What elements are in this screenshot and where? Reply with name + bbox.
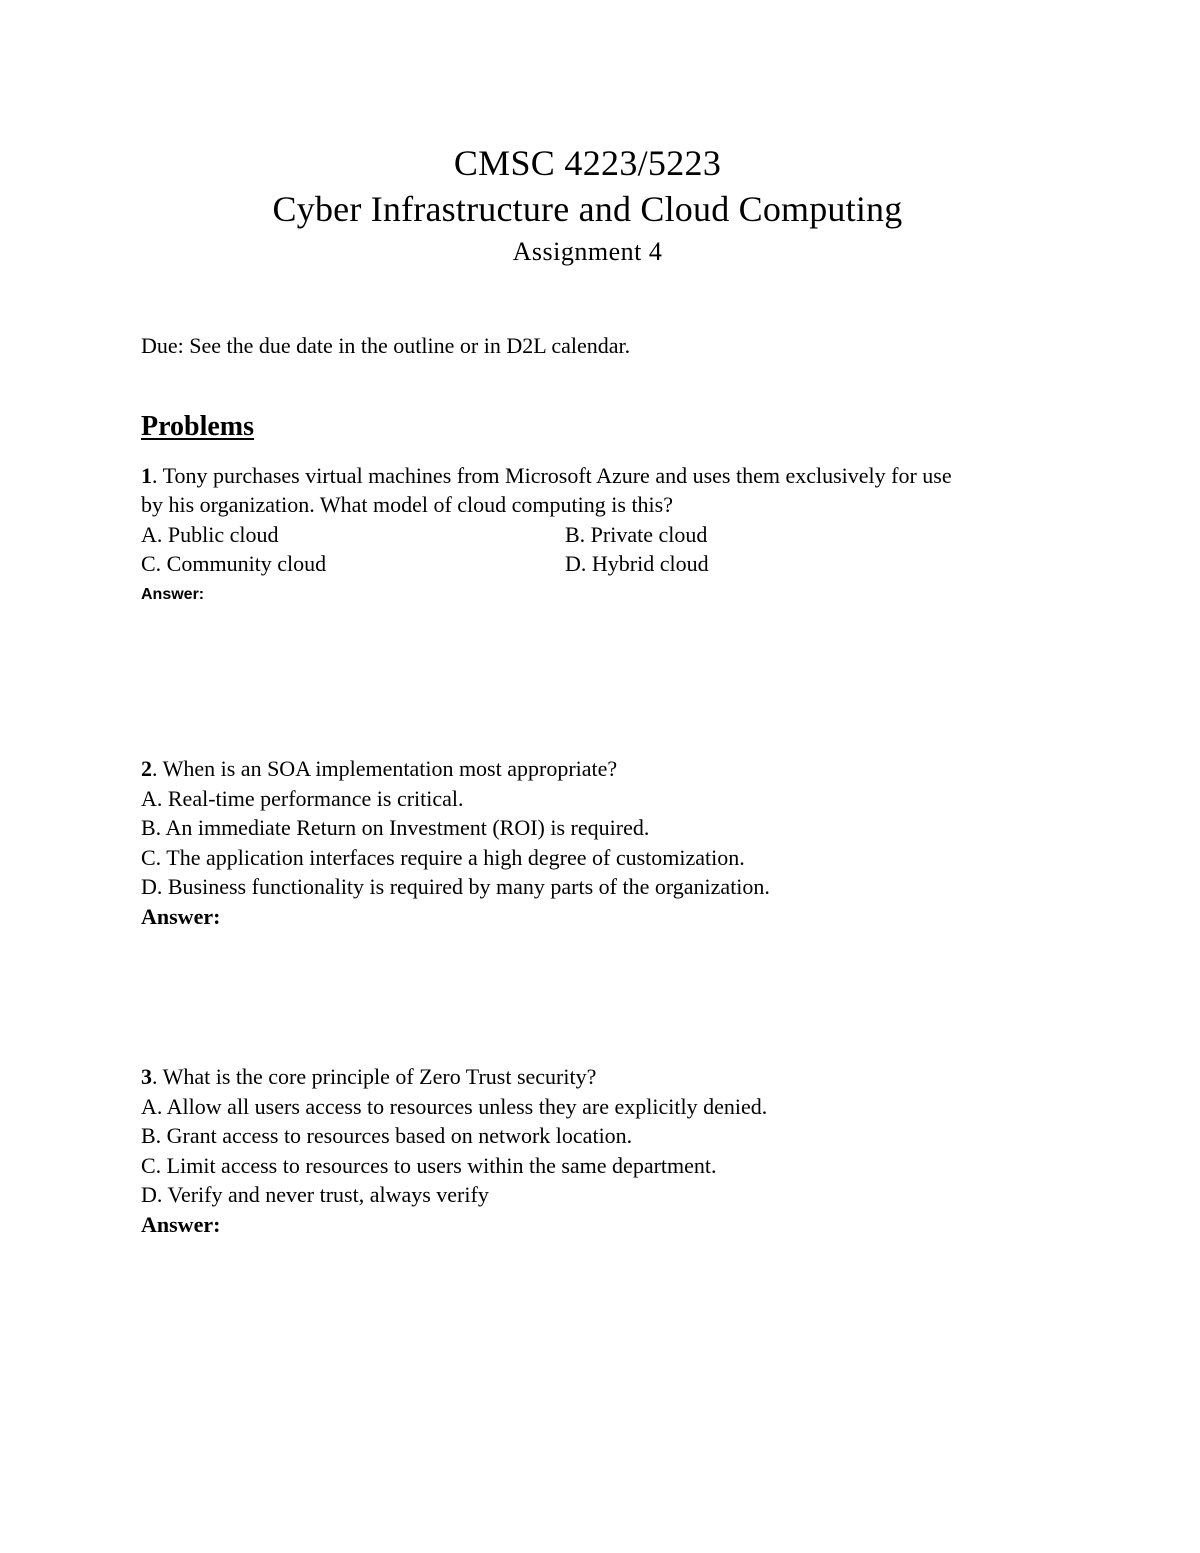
question-2-option-d: D. Business functionality is required by many parts of the organization. — [141, 874, 770, 899]
question-2-option-c: C. The application interfaces require a high degree of customization. — [141, 845, 745, 870]
question-1-option-b: B. Private cloud — [565, 522, 708, 547]
question-1-answer-label: Answer: — [141, 586, 205, 603]
problems-heading: Problems — [141, 411, 255, 442]
question-1-option-a: A. Public cloud — [141, 522, 279, 547]
question-3-answer-label: Answer: — [141, 1212, 221, 1237]
course-code: CMSC 4223/5223 — [453, 143, 722, 183]
question-1-line-1 — [141, 461, 952, 490]
question-3-option-a: A. Allow all users access to resources unless they are explicitly denied. — [141, 1094, 768, 1119]
due-date-text: Due: See the due date in the outline or in D2L calendar. — [141, 333, 631, 358]
question-1-text: . Tony purchases virtual machines from Microsoft Azure and uses them exclusively for use — [152, 463, 952, 488]
question-1-text-line-2: by his organization. What model of cloud computing is this? — [141, 492, 673, 517]
question-1-number: 1 — [141, 463, 152, 488]
question-3-line-1 — [141, 1062, 596, 1091]
question-3-option-d: D. Verify and never trust, always verify — [141, 1182, 489, 1207]
question-1-option-c: C. Community cloud — [141, 551, 327, 576]
title-block — [0, 140, 1175, 270]
question-2-option-b: B. An immediate Return on Investment (ROI) is required. — [141, 815, 650, 840]
question-2-option-a: A. Real-time performance is critical. — [141, 786, 464, 811]
question-2-answer-label: Answer: — [141, 904, 221, 929]
question-2-number: 2 — [141, 756, 152, 781]
question-1-option-d: D. Hybrid cloud — [565, 551, 709, 576]
course-title: Cyber Infrastructure and Cloud Computing — [272, 189, 903, 229]
question-3-option-b: B. Grant access to resources based on network location. — [141, 1123, 633, 1148]
question-2-text: . When is an SOA implementation most appropriate? — [152, 756, 618, 781]
question-2-line-1 — [141, 754, 617, 783]
question-3-option-c: C. Limit access to resources to users within the same department. — [141, 1153, 717, 1178]
question-3-text: . What is the core principle of Zero Trust security? — [152, 1064, 597, 1089]
question-3-number: 3 — [141, 1064, 152, 1089]
assignment-title: Assignment 4 — [512, 237, 663, 266]
